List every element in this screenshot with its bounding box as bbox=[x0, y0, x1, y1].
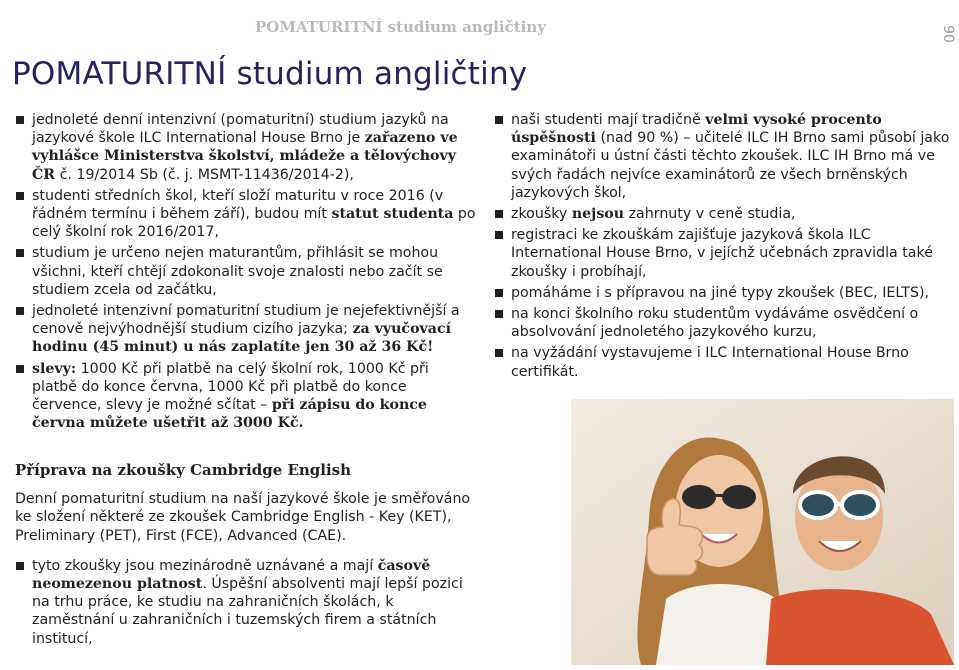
bold-text: za vyučovací hodinu (45 minut) u nás zaplatíte jen 30 až 36 Kč! bbox=[32, 321, 451, 356]
list-item bbox=[15, 360, 477, 433]
bold-text: slevy: bbox=[32, 360, 77, 377]
text-segment: na vyžádání vystavujeme i ILC International House Brno certifikát. bbox=[511, 345, 909, 380]
text-segment: pomáháme i s přípravou na jiné typy zkoušek (BEC, IELTS), bbox=[511, 284, 930, 301]
list-item bbox=[494, 284, 953, 302]
text-segment: . Úspěšní absolventi mají lepší pozici na trhu práce, ke studiu na zahraničních školách, k zaměstnání u zahraničních i tuzemských firem a státních institucí, bbox=[32, 576, 463, 647]
list-item bbox=[494, 305, 953, 341]
bold-text: zařazeno ve vyhlášce Ministerstva školství, mládeže a tělovýchovy ČR bbox=[32, 130, 458, 183]
students-photo bbox=[571, 399, 954, 665]
text-segment: po celý školní rok 2016/2017, bbox=[32, 206, 476, 241]
running-header: POMATURITNÍ studium angličtiny bbox=[255, 18, 546, 36]
text-segment: jednoleté intenzivní pomaturitní studium je nejefektivnější a cenově nejvýhodnější studium cizího jazyka; bbox=[32, 303, 460, 338]
text-segment: (nad 90 %) – učitelé ILC IH Brno sami působí jako examinátoři u ústní části těchto zkoušek. ILC IH Brno má ve svých řadách nejvíce examinátorů ze všech brněnských jazykových škol, bbox=[511, 130, 950, 201]
cambridge-section bbox=[15, 461, 477, 651]
text-segment: studium je určeno nejen maturantům, přihlásit se mohou všichni, kteří chtějí zdokonalit svoje znalosti nebo začít se studiem zcela od začátku, bbox=[32, 245, 443, 298]
text-segment: naši studenti mají tradičně bbox=[511, 112, 706, 128]
bold-text: statut studenta bbox=[331, 206, 454, 223]
page-title: POMATURITNÍ studium angličtiny bbox=[12, 56, 528, 92]
text-segment: tyto zkoušky jsou mezinárodně uznávané a mají bbox=[32, 557, 378, 574]
list-item bbox=[15, 302, 477, 357]
text-segment: č. 19/2014 Sb (č. j. MSMT-11436/2014-2), bbox=[55, 166, 354, 183]
section-heading: Příprava na zkoušky Cambridge English bbox=[15, 461, 352, 479]
list-item bbox=[494, 226, 953, 281]
text-segment: zahrnuty v ceně studia, bbox=[624, 206, 796, 223]
list-item bbox=[15, 111, 477, 184]
section-bullet-list bbox=[15, 557, 477, 648]
left-column bbox=[15, 111, 477, 435]
bold-text: časově neomezenou platnost bbox=[32, 557, 431, 593]
text-segment: na konci školního roku studentům vydáváme osvědčení o absolvování jednoletého jazykového kurzu, bbox=[511, 306, 919, 341]
list-item bbox=[494, 344, 953, 380]
right-column bbox=[494, 111, 953, 384]
text-segment: registraci ke zkouškám zajišťuje jazyková škola ILC International House Brno, v jejíchž učebnách zpravidla také zkoušky i probíhají, bbox=[511, 227, 933, 280]
bold-text: nejsou bbox=[571, 206, 625, 223]
list-item bbox=[15, 557, 477, 648]
list-item bbox=[15, 244, 477, 299]
list-item bbox=[494, 111, 953, 202]
text-segment: jednoleté denní intenzivní (pomaturitní) studium jazyků na jazykové škole ILC International House Brno je bbox=[32, 112, 449, 147]
bold-text: velmi vysoké procento úspěšnosti bbox=[511, 112, 882, 147]
bold-text: při zápisu do konce června můžete ušetřit až 3000 Kč. bbox=[32, 397, 427, 432]
students-photo-illustration bbox=[571, 399, 954, 665]
list-item bbox=[494, 205, 953, 223]
text-segment: 1000 Kč při platbě na celý školní rok, 1000 Kč při platbě do konce června, 1000 Kč při platbě do konce července, slevy je možné sčítat – bbox=[32, 360, 429, 414]
right-bullet-list bbox=[494, 111, 953, 381]
page-number: 90 bbox=[940, 25, 957, 43]
left-bullet-list bbox=[15, 111, 477, 432]
section-paragraph: Denní pomaturitní studium na naší jazykové škole je směřováno ke složení některé ze zkoušek Cambridge English - Key (KET), Preliminary (PET), First (FCE), Advanced (CAE). bbox=[15, 491, 471, 544]
text-segment: studenti středních škol, kteří složí maturitu v roce 2016 (v řádném termínu i během září), budou mít bbox=[32, 187, 444, 223]
text-segment: zkoušky bbox=[511, 206, 572, 223]
list-item bbox=[15, 187, 477, 242]
